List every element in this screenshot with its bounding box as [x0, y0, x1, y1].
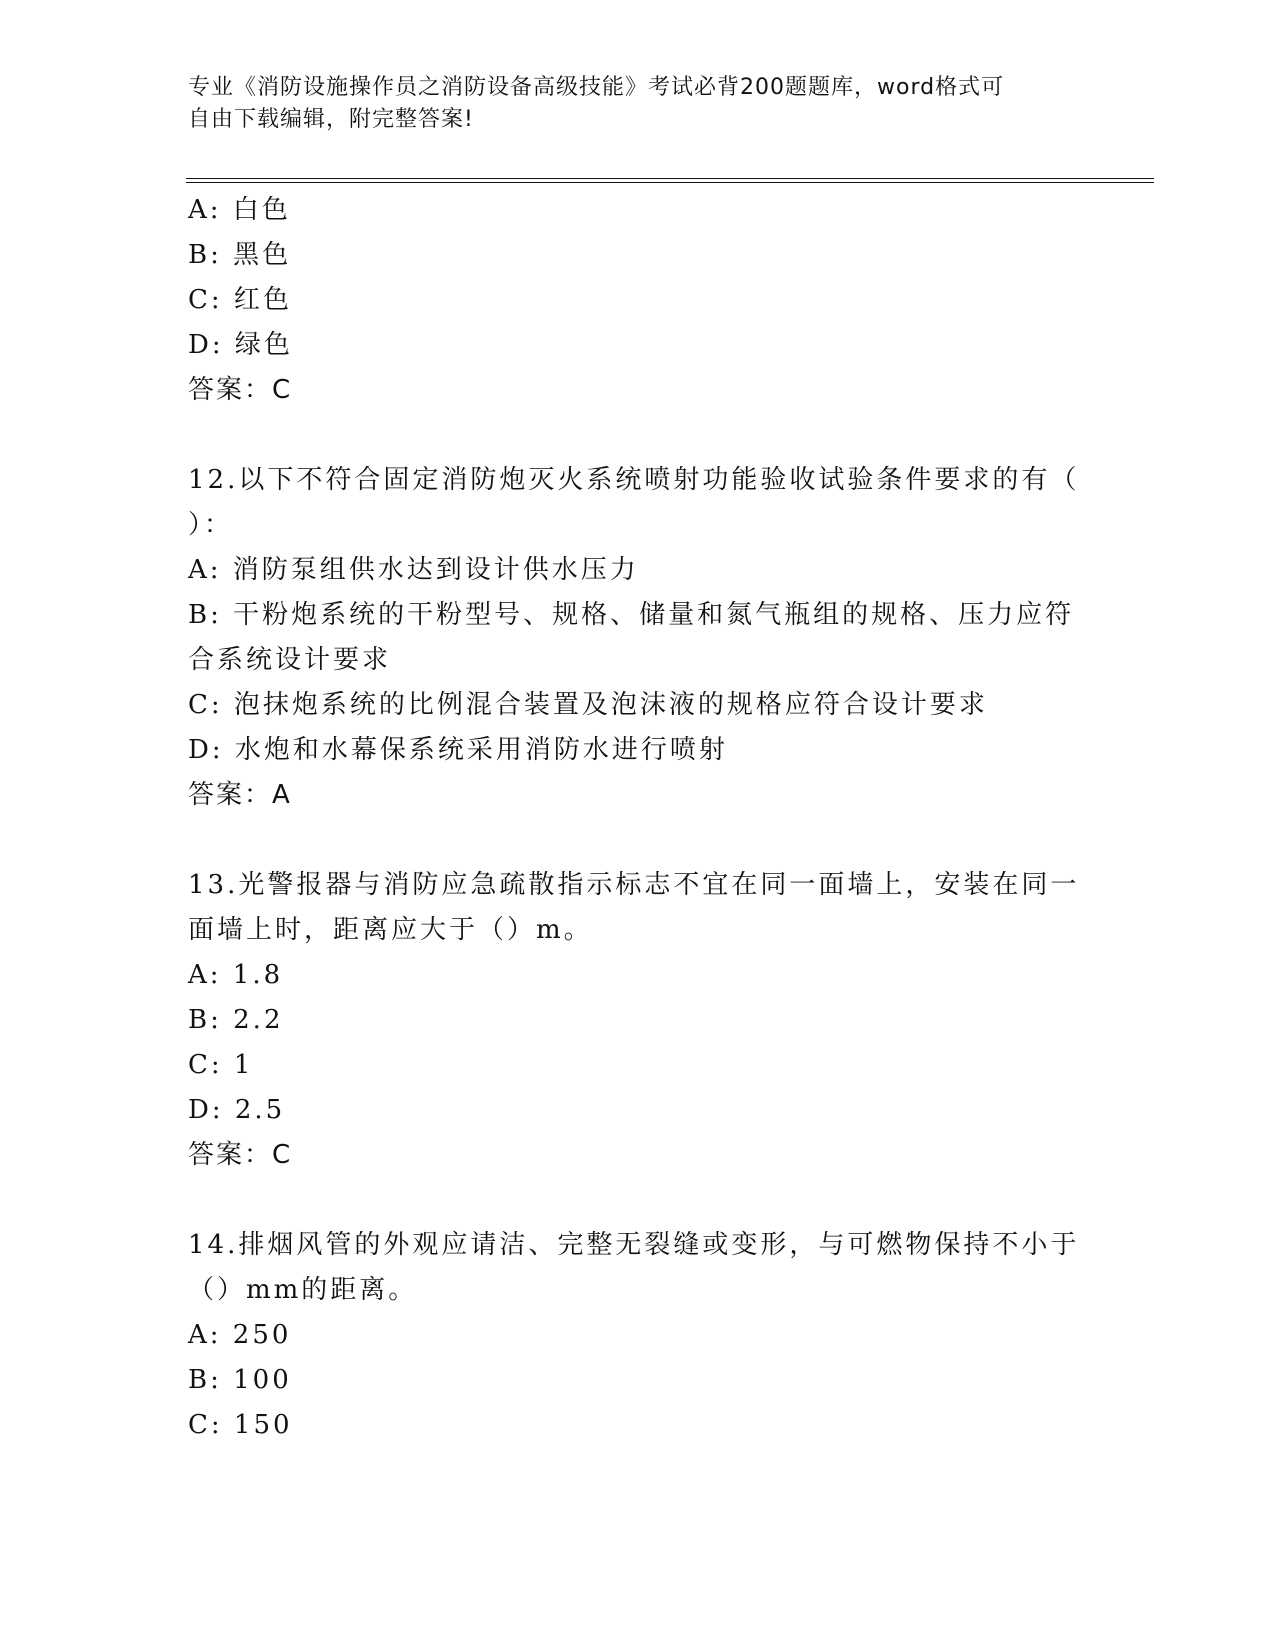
q13-answer: 答案：C: [188, 1140, 293, 1170]
header-line-2: 自由下载编辑，附完整答案!: [188, 107, 474, 132]
q12-option-d: D: 水炮和水幕保系统采用消防水进行喷射: [188, 735, 728, 765]
q12-stem-line-2: ）：: [188, 510, 234, 540]
q13-option-b: B: 2.2: [188, 1005, 284, 1035]
q13-stem-line-2: 面墙上时，距离应大于（）m。: [188, 915, 593, 945]
q14-stem-line-2: （）mm的距离。: [188, 1275, 418, 1305]
q14-option-a: A: 250: [188, 1320, 292, 1350]
q12-answer: 答案：A: [188, 780, 292, 810]
q14-stem-line-1: 14.排烟风管的外观应请洁、完整无裂缝或变形，与可燃物保持不小于: [188, 1230, 1080, 1260]
header-divider-top: [186, 178, 1154, 179]
q13-option-d: D: 2.5: [188, 1095, 286, 1125]
q12-stem-line-1: 12.以下不符合固定消防炮灭火系统喷射功能验收试验条件要求的有（: [188, 465, 1080, 495]
q14-option-b: B: 100: [188, 1365, 292, 1395]
q12-option-a: A: 消防泵组供水达到设计供水压力: [188, 555, 639, 585]
header-line-1: 专业《消防设施操作员之消防设备高级技能》考试必背200题题库，word格式可: [188, 75, 1005, 100]
q12-option-b-line-1: B: 干粉炮系统的干粉型号、规格、储量和氮气瓶组的规格、压力应符: [188, 600, 1075, 630]
q11-option-a: A: 白色: [188, 195, 291, 225]
q11-answer: 答案：C: [188, 375, 293, 405]
q13-option-c: C: 1: [188, 1050, 254, 1080]
q13-option-a: A: 1.8: [188, 960, 284, 990]
q11-option-c: C: 红色: [188, 285, 292, 315]
q13-stem-line-1: 13.光警报器与消防应急疏散指示标志不宜在同一面墙上，安装在同一: [188, 870, 1080, 900]
q14-option-c: C: 150: [188, 1410, 293, 1440]
q11-option-b: B: 黑色: [188, 240, 292, 270]
header-divider-bottom: [186, 182, 1154, 183]
q12-option-b-line-2: 合系统设计要求: [188, 645, 392, 675]
q12-option-c: C: 泡抹炮系统的比例混合装置及泡沫液的规格应符合设计要求: [188, 690, 988, 720]
document-header: [188, 72, 1088, 136]
q11-option-d: D: 绿色: [188, 330, 293, 360]
